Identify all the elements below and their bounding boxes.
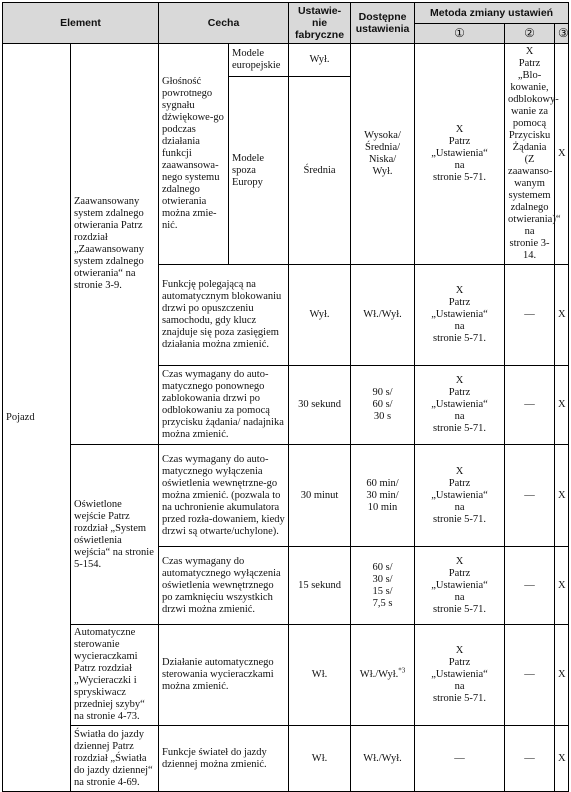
settings-table: [2, 2, 569, 792]
feature-cell: Głośność powrotnego sygnału dźwiękowe-go podczas działania funkcji zaawansowa-nego systemu zdalnego otwierania można zmie-nić.: [159, 44, 229, 265]
category-cell: Pojazd: [3, 44, 71, 792]
method1-cell: [415, 547, 505, 625]
method1-reference: Patrz „Ustawienia“ na stronie 5-71.: [431, 477, 488, 525]
table-row: [3, 445, 569, 547]
method1-cell: [415, 265, 505, 366]
group-cell-daytime-lights: Światła do jazdy dziennej Patrz rozdział „Światła do jazdy dziennej“ na stronie 4-69.: [71, 726, 159, 792]
feature-cell: Czas wymagany do auto-matycznego wyłączenia oświetlenia wewnętrzne-go można zmienić. (pozwala to na uchronienie akumulatora przed rozła-dowaniem, kiedy drzwi są otwarte/uchylone).: [159, 445, 289, 547]
method3-cell: X: [555, 726, 569, 792]
header-available-settings: Dostępne ustawienia: [351, 3, 415, 44]
header-method-3: ③: [555, 23, 569, 44]
factory-cell: 30 sekund: [289, 366, 351, 445]
feature-cell: Działanie automatycznego sterowania wycieraczkami można zmienić.: [159, 625, 289, 726]
header-factory-setting: Ustawie- nie fabryczne: [289, 3, 351, 44]
available-cell: 60 s/ 30 s/ 15 s/ 7,5 s: [351, 547, 415, 625]
header-feature: Cecha: [159, 3, 289, 44]
feature-cell: Funkcję polegającą na automatycznym blokowaniu drzwi po opuszczeniu samochodu, gdy klucz znajduje się poza zasięgiem działania można zmienić.: [159, 265, 289, 366]
method3-cell: X: [555, 625, 569, 726]
feature-cell: Funkcje świateł do jazdy dziennej można zmienić.: [159, 726, 289, 792]
subvariant-cell: Modele spoza Europy: [229, 77, 289, 265]
factory-cell: Wył.: [289, 265, 351, 366]
method2-cell: [505, 44, 561, 265]
method3-cell: X: [555, 445, 569, 547]
method2-cell: —: [505, 625, 555, 726]
subvariant-cell: Modele europejskie: [229, 44, 289, 77]
method3-cell: X: [555, 366, 569, 445]
method3-cell: X: [555, 44, 569, 265]
method1-reference: Patrz „Ustawienia“ na stronie 5-71.: [431, 567, 488, 615]
header-row: [3, 3, 569, 24]
method1-reference: Patrz „Ustawienia“ na stronie 5-71.: [431, 387, 488, 434]
method1-cell: —: [415, 726, 505, 792]
header-element: Element: [3, 3, 159, 44]
factory-cell: Wył.: [289, 44, 351, 77]
method1-mark: X: [455, 124, 464, 135]
factory-cell: Wł.: [289, 726, 351, 792]
method1-cell: [415, 366, 505, 445]
method1-mark: X: [455, 555, 464, 567]
method2-cell: —: [505, 265, 555, 366]
method2-cell: —: [505, 366, 555, 445]
method1-cell: [415, 625, 505, 726]
method2-mark: X: [525, 46, 534, 57]
feature-cell: Czas wymagany do auto-matycznego ponownego zablokowania drzwi po odblokowaniu za pomocą przycisku żądania/ nadajnika można zmienić.: [159, 366, 289, 445]
available-cell: Wł./Wył.: [351, 726, 415, 792]
method1-mark: X: [455, 285, 464, 296]
available-value: Wł./Wył.: [359, 669, 399, 680]
footnote-marker: *3: [398, 666, 406, 675]
method1-mark: X: [455, 465, 464, 477]
factory-cell: Średnia: [289, 77, 351, 265]
header-change-method: Metoda zmiany ustawień: [415, 3, 569, 24]
table-row: [3, 625, 569, 726]
feature-cell: Czas wymagany do automatycznego wyłączenia oświetlenia wewnętrznego po zamknięciu wszystkich drzwi można zmienić.: [159, 547, 289, 625]
table-row: [3, 44, 569, 77]
method2-cell: —: [505, 726, 555, 792]
method2-cell: —: [505, 547, 555, 625]
method2-cell: —: [505, 445, 555, 547]
factory-cell: 15 sekund: [289, 547, 351, 625]
method1-mark: X: [455, 645, 464, 656]
available-cell: Wł./Wył.: [351, 265, 415, 366]
available-cell: Wysoka/ Średnia/ Niska/ Wył.: [351, 44, 415, 265]
method1-reference: Patrz „Ustawienia“ na stronie 5-71.: [431, 297, 488, 344]
factory-cell: Wł.: [289, 625, 351, 726]
factory-cell: 30 minut: [289, 445, 351, 547]
method1-cell: [415, 445, 505, 547]
method3-cell: X: [555, 547, 569, 625]
available-cell: 60 min/ 30 min/ 10 min: [351, 445, 415, 547]
method1-mark: X: [455, 375, 464, 386]
method1-reference: Patrz „Ustawienia“ na stronie 5-71.: [431, 657, 488, 704]
available-cell: 90 s/ 60 s/ 30 s: [351, 366, 415, 445]
header-method-2: ②: [505, 23, 555, 44]
table-row: [3, 726, 569, 792]
group-cell-entry-lighting: Oświetlone wejście Patrz rozdział „System oświetlenia wejścia“ na stronie 5-154.: [71, 445, 159, 625]
header-method-1: ①: [415, 23, 505, 44]
method1-reference: Patrz „Ustawienia“ na stronie 5-71.: [431, 136, 488, 183]
group-cell-wiper-control: Automatyczne sterowanie wycieraczkami Patrz rozdział „Wycieraczki i spryskiwacz przedniej szyby“ na stronie 4-73.: [71, 625, 159, 726]
method2-reference: Patrz „Blo- kowanie, odblokowy- wanie za pomocą Przycisku Żądania (Z zaawanso- wanym systemem zdalnego otwierania)“ na stronie 3-14.: [508, 58, 561, 261]
method3-cell: X: [555, 265, 569, 366]
method1-cell: [415, 44, 505, 265]
group-cell-remote-opening: Zaawansowany system zdalnego otwierania Patrz rozdział „Zaawansowany system zdalnego otwierania“ na stronie 3-9.: [71, 44, 159, 445]
available-cell: [351, 625, 415, 726]
